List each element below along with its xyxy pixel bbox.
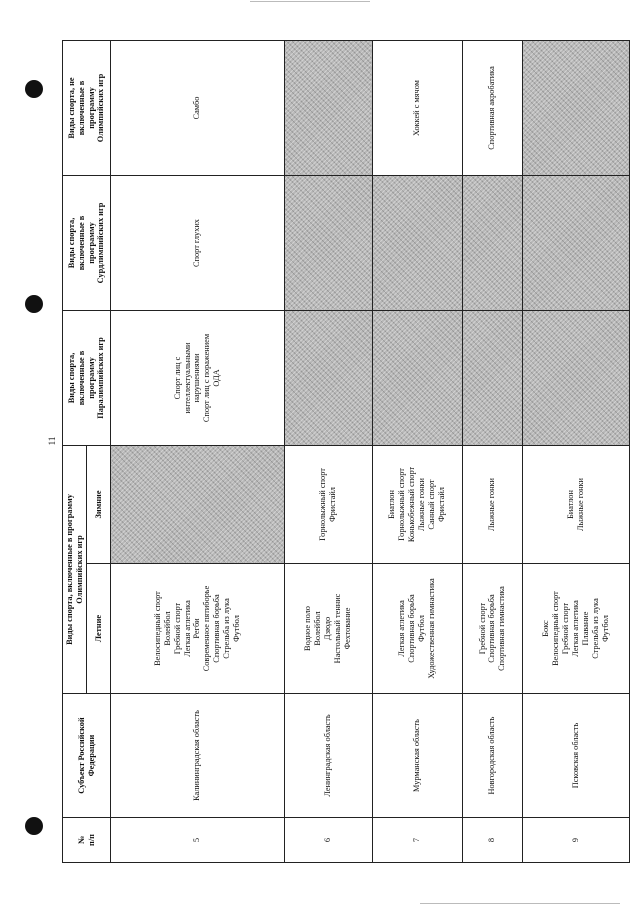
sport-line: Плавание	[580, 611, 590, 646]
sport-line: Легкая атлетика	[182, 600, 192, 657]
cell-deaflympic	[111, 176, 285, 311]
subject-name: Калининградская область	[111, 694, 285, 818]
sport-line: Гребной спорт	[560, 602, 570, 655]
cell-summer	[284, 564, 372, 694]
sport-line: нарушениями	[192, 353, 202, 403]
sport-line: Лыжные гонки	[417, 478, 427, 531]
header-non-olympic: Виды спорта, не включенные в программу Олимпийских игр	[63, 41, 111, 176]
sport-line: Хоккей с мячом	[412, 80, 422, 136]
subject-name: Новгородская область	[463, 694, 523, 818]
header-subject: Субъект Российской Федерации	[63, 694, 111, 818]
cell-summer	[463, 564, 523, 694]
scan-edge-bottom	[420, 903, 620, 904]
sport-line: Велосипедный спорт	[152, 591, 162, 666]
cell-winter	[522, 446, 629, 564]
subject-name: Ленинградская область	[284, 694, 372, 818]
cell-winter	[372, 446, 462, 564]
sport-line: Самбо	[192, 96, 202, 120]
header-winter: Зимние	[87, 446, 111, 564]
table-row	[284, 41, 372, 863]
header-paralympic: Виды спорта, включенные в программу Паралимпийских игр	[63, 311, 111, 446]
sport-line: Легкая атлетика	[397, 600, 407, 657]
cell-paralympic	[372, 311, 462, 446]
header-num: № п/п	[63, 818, 111, 863]
sport-line: Футбол	[600, 615, 610, 642]
row-number: 9	[522, 818, 629, 863]
sport-line: Художественная гимнастика	[427, 578, 437, 679]
table-row	[463, 41, 523, 863]
row-number: 5	[111, 818, 285, 863]
sport-line: Водное поло	[303, 606, 313, 651]
row-number: 6	[284, 818, 372, 863]
sport-line: Спортивная борьба	[407, 594, 417, 663]
table-body	[111, 41, 630, 863]
sport-line: Настольный теннис	[333, 593, 343, 664]
row-number: 7	[372, 818, 462, 863]
sport-line: Спорт лиц с поражением	[202, 333, 212, 423]
sport-line: Легкая атлетика	[570, 600, 580, 657]
header-summer: Летние	[87, 564, 111, 694]
cell-summer	[522, 564, 629, 694]
cell-deaflympic	[372, 176, 462, 311]
sport-line: Санный спорт	[427, 479, 437, 530]
sport-line: Конькобежный спорт	[407, 466, 417, 543]
sport-line: Гребной спорт	[477, 602, 487, 655]
cell-paralympic	[111, 311, 285, 446]
cell-paralympic	[463, 311, 523, 446]
sport-line: Велосипедный спорт	[551, 591, 561, 666]
cell-paralympic	[522, 311, 629, 446]
cell-deaflympic	[284, 176, 372, 311]
sports-table	[62, 40, 630, 863]
sport-line: Спортивная борьба	[212, 594, 222, 663]
header-olympic-group: Виды спорта, включенные в программу Олимпийских игр	[63, 446, 87, 694]
table-row	[111, 41, 285, 863]
header-deaflympic: Виды спорта, включенные в программу Сурдлимпийских игр	[63, 176, 111, 311]
sport-line: Волейбол	[162, 611, 172, 646]
sport-line: Гребной спорт	[172, 602, 182, 655]
sport-line: Современное пятиборье	[202, 585, 212, 672]
subject-name: Мурманская область	[372, 694, 462, 818]
punch-hole	[25, 80, 43, 98]
sport-line: Волейбол	[313, 611, 323, 646]
sport-line: Лыжные гонки	[575, 478, 585, 531]
cell-non-olympic	[463, 41, 523, 176]
sport-line: Спортивная борьба	[487, 594, 497, 663]
sport-line: Лыжные гонки	[487, 478, 497, 531]
sport-line: Биатлон	[387, 490, 397, 519]
sport-line: Спорт лиц с	[172, 356, 182, 400]
sport-line: Стрельба из лука	[590, 598, 600, 659]
punch-hole	[25, 817, 43, 835]
sport-line: интеллектуальными	[182, 342, 192, 414]
sport-line: Футбол	[417, 615, 427, 642]
page-number: 11	[47, 436, 57, 446]
cell-deaflympic	[522, 176, 629, 311]
cell-winter	[463, 446, 523, 564]
sport-line: Стрельба из лука	[222, 598, 232, 659]
cell-deaflympic	[463, 176, 523, 311]
punch-hole	[25, 295, 43, 313]
cell-non-olympic	[372, 41, 462, 176]
cell-summer	[111, 564, 285, 694]
sport-line: Горнолыжный спорт	[397, 468, 407, 541]
sport-line: Дзюдо	[323, 616, 333, 641]
cell-winter	[284, 446, 372, 564]
sport-line: ОДА	[212, 369, 222, 387]
subject-name: Псковская область	[522, 694, 629, 818]
cell-winter	[111, 446, 285, 564]
cell-paralympic	[284, 311, 372, 446]
rotated-table-wrapper	[62, 41, 630, 863]
scan-edge-top	[250, 1, 370, 2]
sport-line: Биатлон	[565, 490, 575, 519]
sport-line: Бокс	[541, 620, 551, 637]
sport-line: Фристайл	[328, 487, 338, 522]
sport-line: Фехтование	[343, 607, 353, 650]
cell-non-olympic	[111, 41, 285, 176]
sport-line: Спорт глухих	[192, 219, 202, 267]
row-number: 8	[463, 818, 523, 863]
cell-non-olympic	[284, 41, 372, 176]
sport-line: Регби	[192, 618, 202, 639]
table-row	[372, 41, 462, 863]
sport-line: Фристайл	[437, 487, 447, 522]
sport-line: Спортивная гимнастика	[497, 586, 507, 671]
table-row	[522, 41, 629, 863]
sport-line: Горнолыжный спорт	[318, 468, 328, 541]
cell-non-olympic	[522, 41, 629, 176]
sport-line: Футбол	[232, 615, 242, 642]
cell-summer	[372, 564, 462, 694]
sport-line: Спортивная акробатика	[487, 66, 497, 150]
